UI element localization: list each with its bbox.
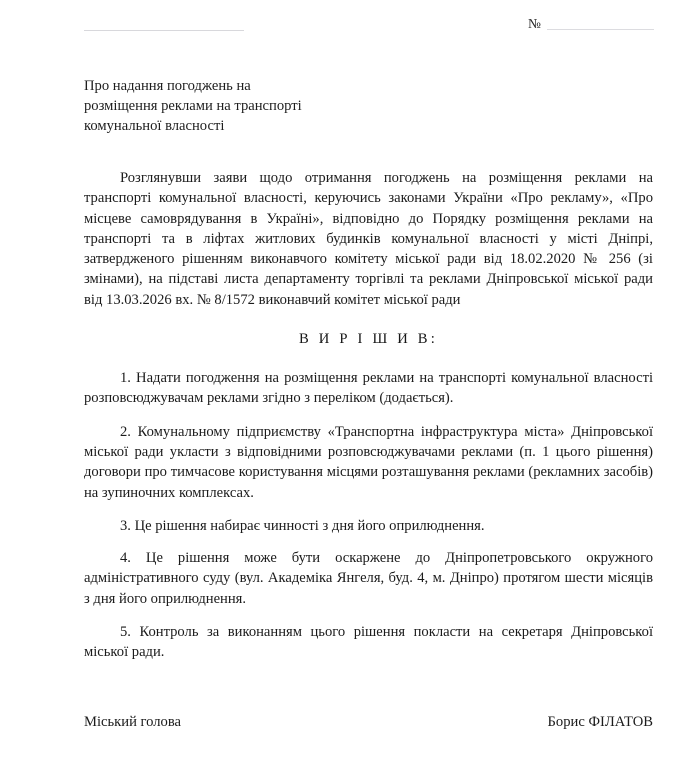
decision-item-4: 4. Це рішення може бути оскаржене до Дніпропетровського окружного адміністративного суду (вул. Академіка Янгеля, буд. 4, м. Дніпро) протягом шести місяців з дня його оприлюднення.	[84, 550, 653, 607]
decision-item-1: 1. Надати погодження на розміщення реклами на транспорті комунальної власності розповсюджувачам реклами згідно з переліком (додається).	[84, 370, 653, 407]
decision-item-5: 5. Контроль за виконанням цього рішення покласти на секретаря Дніпровської міської ради.	[84, 624, 653, 661]
number-blank-rule[interactable]	[547, 29, 654, 30]
subject-line-3: комунальної власності	[84, 118, 225, 134]
number-group	[528, 17, 654, 32]
subject-block	[84, 76, 327, 136]
decision-item-2: 2. Комунальному підприємству «Транспортна інфраструктура міста» Дніпровської міської ради укласти з відповідними розповсюджувачами реклами (п. 1 цього рішення) договори про тимчасове користування місцями розташування реклами (рекламних засобів) на зупиночних комплексах.	[84, 423, 653, 501]
subject-line-1: Про надання погоджень на	[84, 78, 251, 94]
signature-block	[84, 712, 653, 732]
resolve-heading: В И Р І Ш И В:	[299, 331, 438, 348]
preamble-paragraph: Розглянувши заяви щодо отримання погоджень на розміщення реклами на транспорті комунальної власності, керуючись законами України «Про рекламу», «Про місцеве самоврядування в Україні», відповідно до Порядку розміщення реклами на транспорті та в ліфтах житлових будинків комунальної власності у місті Дніпрі, затвердженого рішенням виконавчого комітету міської ради від 18.02.2020 № 256 (зі змінами), на підставі листа департаменту торгівлі та реклами Дніпровської міської ради від 13.03.2026 вх. № 8/1572 виконавчий комітет міської ради	[84, 170, 653, 308]
subject-line-2: розміщення реклами на транспорті	[84, 98, 302, 114]
document-header	[0, 0, 677, 56]
number-sign-icon: №	[528, 16, 541, 31]
decision-item-3: 3. Це рішення набирає чинності з дня його оприлюднення.	[120, 517, 485, 534]
signatory-role: Міський голова	[84, 714, 182, 730]
document-body	[84, 168, 653, 676]
date-blank-rule[interactable]	[84, 30, 244, 31]
signatory-name: Борис ФІЛАТОВ	[547, 714, 653, 730]
